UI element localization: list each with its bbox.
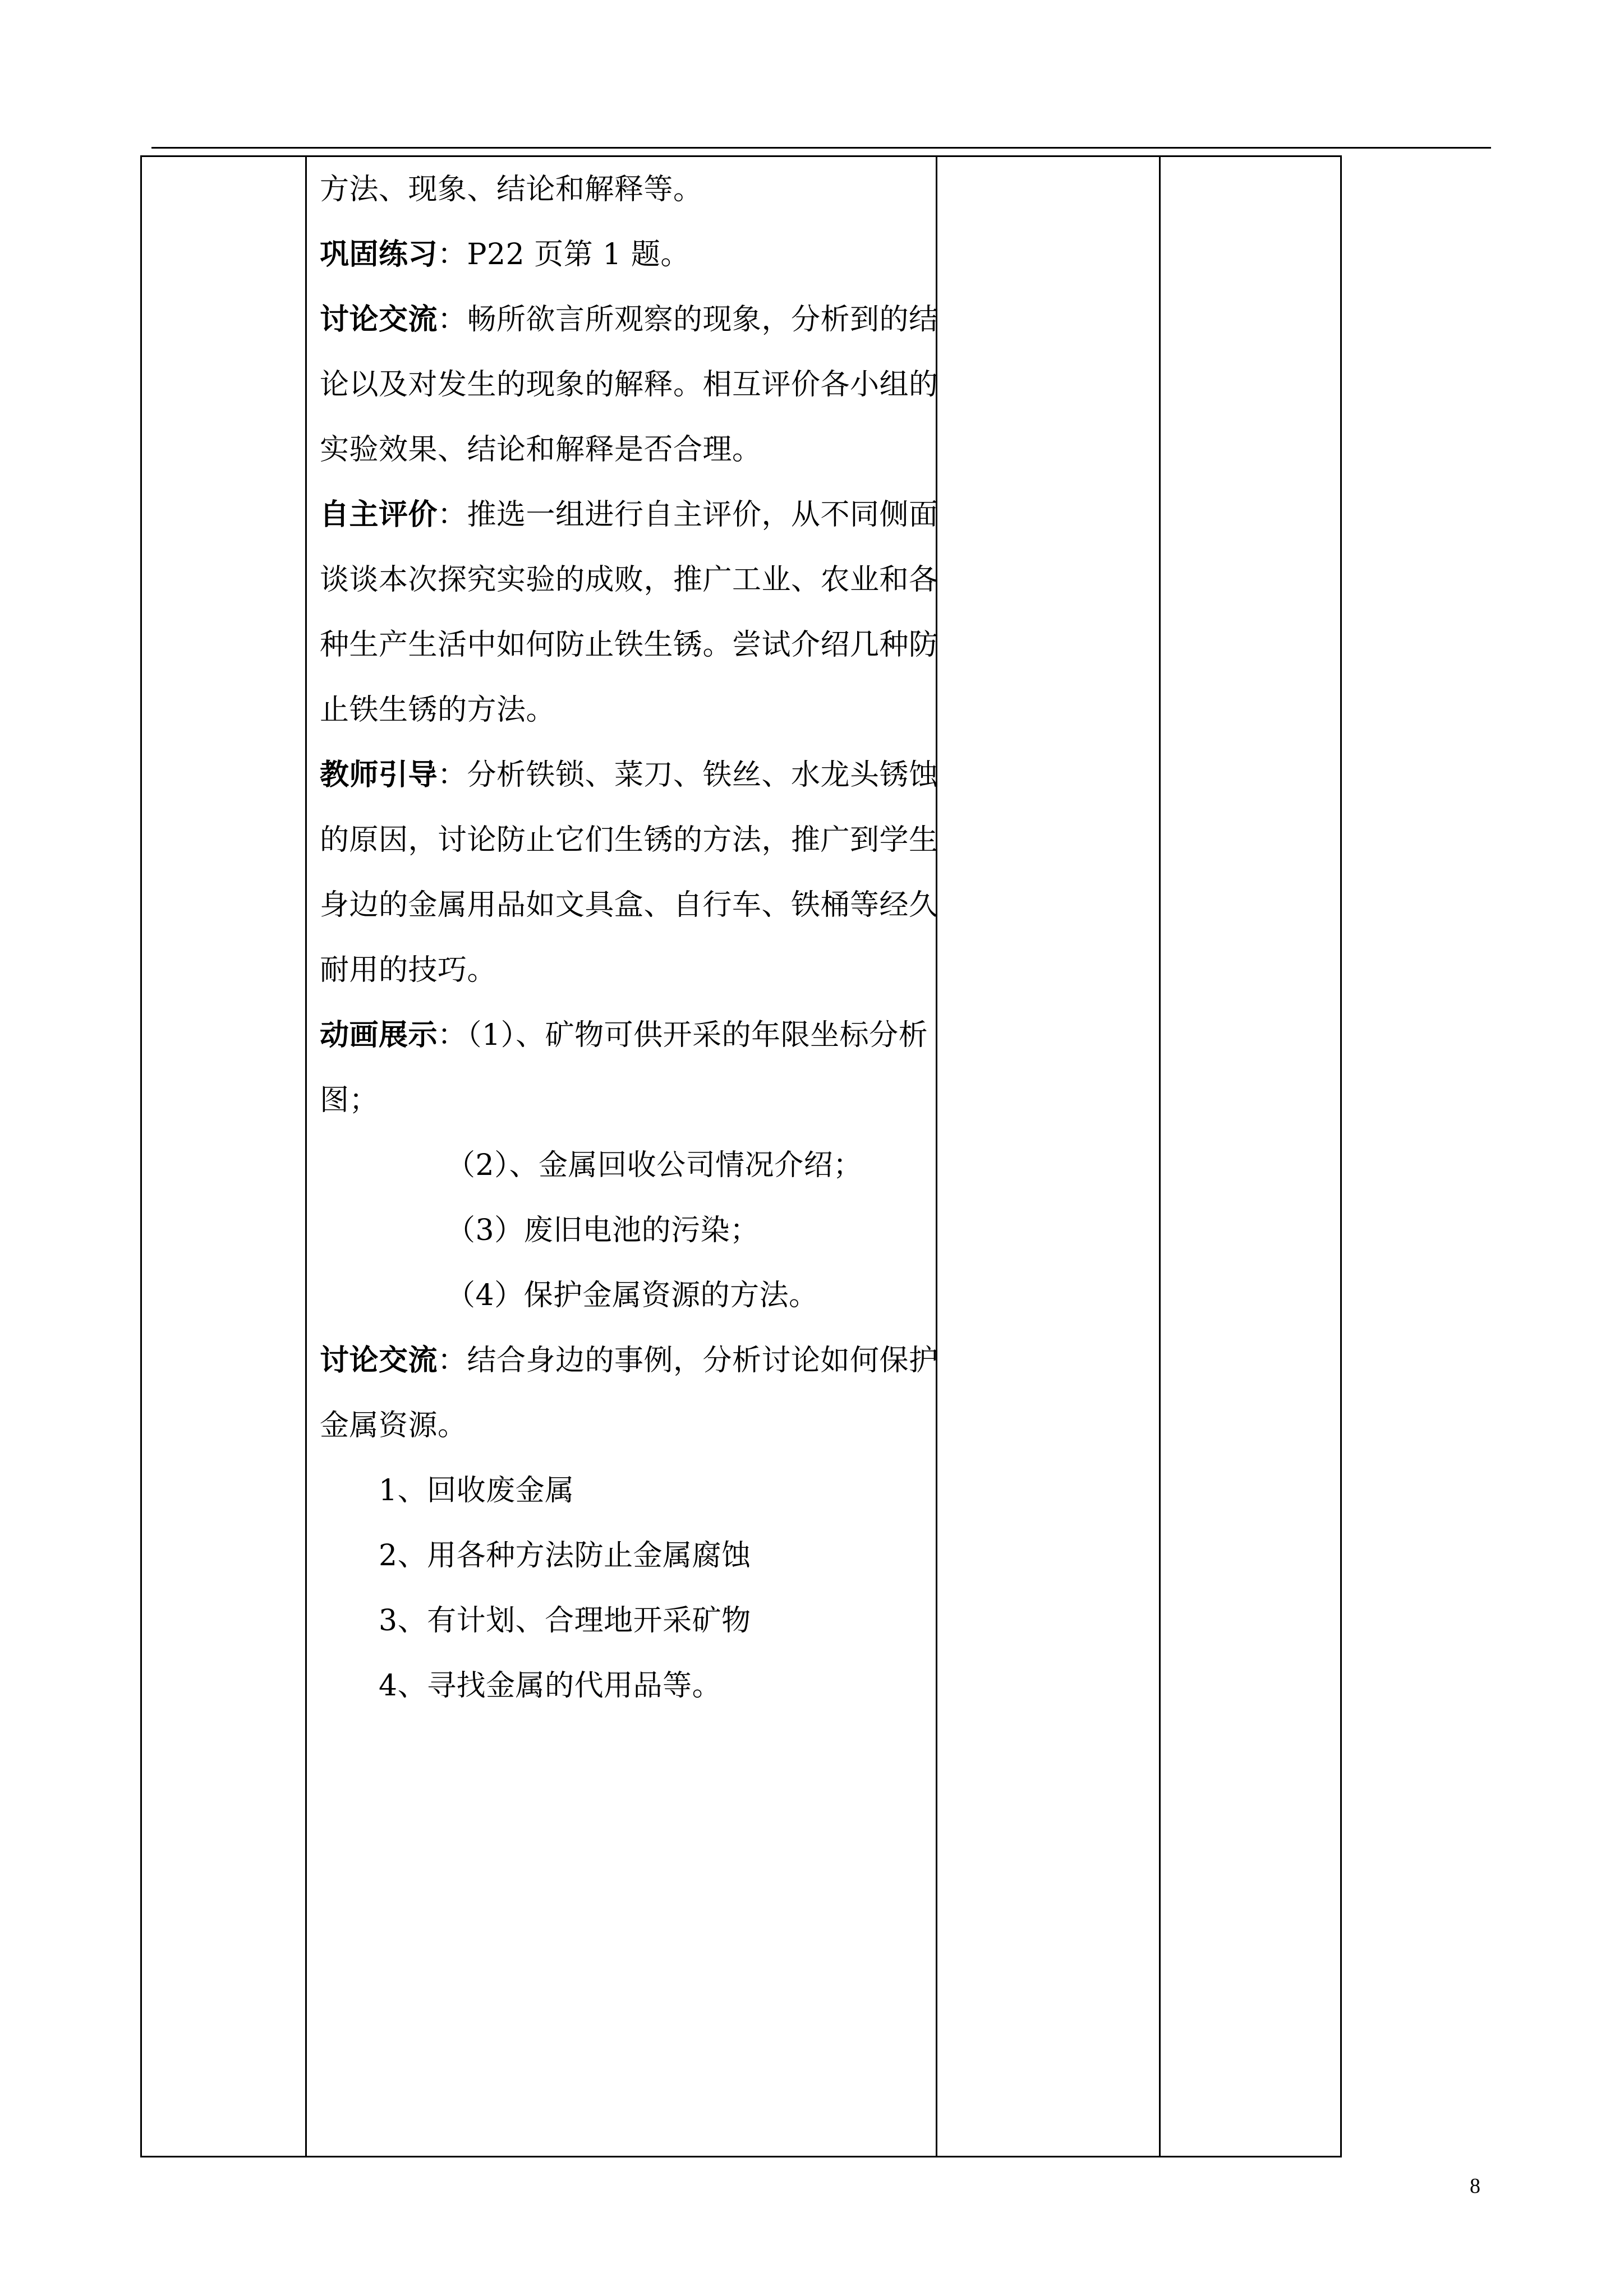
self-eval-text: ：推选一组进行自主评价，从不同侧面 — [438, 498, 938, 532]
column-divider-2 — [936, 157, 937, 2156]
discussion-text: ：畅所欲言所观察的现象，分析到的结 — [438, 303, 938, 336]
practice-line — [320, 222, 690, 287]
teacher-guide-label: 教师引导 — [320, 758, 438, 792]
discussion-text: ：结合身边的事例，分析讨论如何保护 — [438, 1344, 938, 1377]
text-line: 种生产生活中如何防止铁生锈。尝试介绍几种防 — [320, 628, 938, 662]
animation-line — [320, 1003, 928, 1068]
text-line: 耐用的技巧。 — [320, 953, 497, 987]
list-item: 1、回收废金属 — [379, 1474, 574, 1507]
animation-item: （3）废旧电池的污染； — [446, 1214, 760, 1247]
text-line: 的原因，讨论防止它们生锈的方法，推广到学生 — [320, 823, 938, 857]
text-line: 图； — [320, 1084, 379, 1117]
animation-item: （2）、金属回收公司情况介绍； — [446, 1149, 863, 1182]
text-line: 实验效果、结论和解释是否合理。 — [320, 433, 762, 467]
list-item: 3、有计划、合理地开采矿物 — [379, 1604, 751, 1638]
teacher-guide-text: ：分析铁锁、菜刀、铁丝、水龙头锈蚀 — [438, 758, 938, 792]
animation-label: 动画展示 — [320, 1018, 438, 1052]
text-line: 金属资源。 — [320, 1409, 467, 1442]
teaching-process-content — [320, 0, 938, 2296]
practice-text: ：P22 页第 1 题。 — [438, 238, 690, 271]
text-line: 方法、现象、结论和解释等。 — [320, 173, 703, 206]
text-line: 身边的金属用品如文具盒、自行车、铁桶等经久 — [320, 888, 938, 922]
column-divider-3 — [1159, 157, 1161, 2156]
self-eval-label: 自主评价 — [320, 497, 438, 532]
practice-label: 巩固练习 — [320, 237, 438, 271]
animation-item: （4）保护金属资源的方法。 — [446, 1279, 818, 1312]
discussion-label: 讨论交流 — [320, 302, 438, 336]
teacher-guide-line — [320, 743, 938, 808]
animation-text: ：（1）、矿物可供开采的年限坐标分析 — [438, 1018, 928, 1052]
list-item: 4、寻找金属的代用品等。 — [379, 1669, 722, 1703]
text-line: 止铁生锈的方法。 — [320, 693, 556, 727]
text-line: 谈谈本次探究实验的成败，推广工业、农业和各 — [320, 563, 938, 597]
discussion-line — [320, 287, 938, 352]
text-line: 论以及对发生的现象的解释。相互评价各小组的 — [320, 368, 938, 402]
self-eval-line — [320, 482, 938, 547]
discussion-line — [320, 1328, 938, 1393]
list-item: 2、用各种方法防止金属腐蚀 — [379, 1539, 751, 1573]
page-number: 8 — [1470, 2174, 1480, 2198]
column-divider-1 — [305, 157, 307, 2156]
discussion-label: 讨论交流 — [320, 1343, 438, 1377]
